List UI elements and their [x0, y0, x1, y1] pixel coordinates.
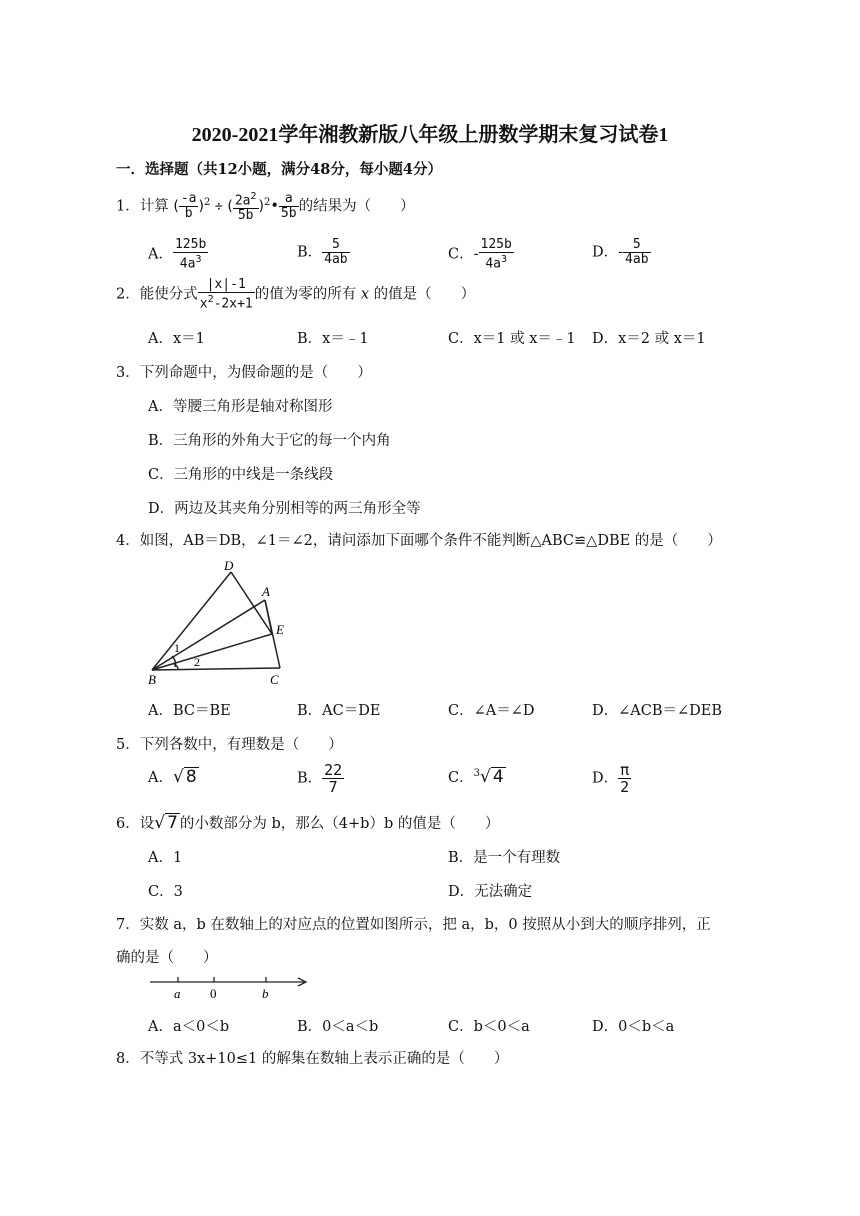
- question-8: 8．不等式 3x+10≤1 的解集在数轴上表示正确的是（ ）: [116, 1051, 509, 1067]
- question-text: 的值为零的所有: [254, 286, 357, 303]
- option-b: B．x＝﹣1: [297, 331, 369, 347]
- option-b: [297, 762, 344, 795]
- option-d: D．∠ACB＝∠DEB: [592, 703, 723, 719]
- question-text: 的结果为（ ）: [298, 198, 415, 215]
- option-label: D．: [592, 770, 619, 787]
- option-d: [592, 238, 651, 267]
- label-d: D: [224, 558, 234, 573]
- option-d: D．x＝2 或 x＝1: [592, 331, 706, 347]
- denominator: -2x+1: [213, 296, 253, 312]
- triangle-figure: [144, 556, 294, 690]
- question-number: 2．: [116, 286, 140, 303]
- page-title: 2020-2021学年湘教新版八年级上册数学期末复习试卷1: [191, 124, 669, 146]
- question-number: 4．: [116, 533, 140, 549]
- fraction: [179, 192, 199, 221]
- question-7-line-1: 7．实数 a，b 在数轴上的对应点的位置如图所示，把 a，b，0 按照从小到大的顺序排列，正: [116, 917, 711, 933]
- radicand: 4: [492, 767, 504, 787]
- question-text: 下列各数中，有理数是（ ）: [139, 737, 343, 753]
- option-c: C．3: [148, 884, 183, 900]
- option-d: D．两边及其夹角分别相等的两三角形全等: [148, 501, 421, 517]
- numerator: 5: [623, 238, 650, 253]
- question-5: [116, 733, 343, 754]
- question-number: 3．: [116, 365, 140, 381]
- option-c: C．∠A＝∠D: [448, 703, 535, 719]
- numerator: π: [620, 761, 630, 779]
- fraction: [198, 278, 255, 311]
- angle-2-label: 2: [194, 655, 200, 669]
- section-heading: 一．选择题（共12小题，满分48分，每小题4分）: [116, 161, 442, 178]
- minus-sign: -: [618, 244, 624, 261]
- option-b: B．0＜a＜b: [297, 1019, 379, 1035]
- question-text: 如图，AB＝DB，∠1＝∠2，请问添加下面哪个条件不能判断△ABC≌△DBE 的是（ ）: [139, 533, 722, 549]
- label-a: A: [262, 584, 270, 599]
- origin-label: 0: [210, 986, 217, 1001]
- option-d: D．0＜b＜a: [592, 1019, 675, 1035]
- label-b: B: [148, 672, 156, 687]
- option-a: A．1: [148, 850, 183, 866]
- question-text: 计算: [139, 198, 169, 215]
- question-text: 的小数部分为 b，那么（4+b）b 的值是（ ）: [179, 816, 500, 832]
- option-b: B．三角形的外角大于它的每一个内角: [148, 433, 391, 449]
- question-text: 的值是（ ）: [373, 286, 476, 303]
- numerator: 125b: [174, 237, 207, 252]
- denominator: 5b: [280, 206, 297, 222]
- option-c: C．三角形的中线是一条线段: [148, 467, 334, 483]
- radical-sign: √: [479, 767, 491, 787]
- label-e: E: [276, 622, 284, 637]
- question-number: 1．: [116, 198, 140, 215]
- divide-sign: ÷: [214, 199, 223, 215]
- option-a: A．x＝1: [148, 331, 205, 347]
- option-a: A．a＜0＜b: [148, 1019, 230, 1035]
- multiply-dot: •: [270, 198, 279, 215]
- fraction: [279, 192, 299, 221]
- number-line: [148, 972, 313, 1002]
- numerator: |x|-1: [198, 278, 255, 293]
- option-c: [448, 766, 506, 787]
- option-label: A．: [148, 770, 173, 786]
- option-label: C．: [448, 246, 474, 263]
- option-c: [448, 238, 514, 271]
- option-label: B．: [297, 770, 323, 787]
- minus-sign: -: [473, 246, 479, 263]
- radicand: 8: [185, 767, 197, 787]
- option-label: C．: [448, 770, 474, 786]
- question-text: 下列命题中，为假命题的是（ ）: [139, 365, 372, 381]
- exponent: 2: [263, 196, 271, 208]
- denominator: 4ab: [625, 252, 649, 267]
- fraction: [233, 190, 259, 223]
- question-text: 设: [139, 816, 155, 832]
- option-label: A．: [148, 246, 173, 263]
- question-4: [116, 529, 722, 550]
- option-c: C．x＝1 或 x＝﹣1: [448, 331, 576, 347]
- option-label: B．: [297, 244, 323, 261]
- option-b: [297, 238, 350, 267]
- denominator: 5b: [237, 208, 254, 224]
- denominator: 4a: [485, 256, 501, 272]
- option-a: [148, 766, 199, 787]
- question-2: [116, 278, 475, 311]
- denominator: x: [199, 296, 208, 312]
- numerator: -a: [180, 191, 197, 207]
- numerator: a: [279, 192, 299, 207]
- option-b: B．AC＝DE: [297, 703, 381, 719]
- exponent: 2: [203, 196, 211, 208]
- question-number: 6．: [116, 816, 140, 832]
- numerator: 2a: [234, 193, 251, 209]
- question-6: [116, 812, 499, 833]
- option-c: C．b＜0＜a: [448, 1019, 530, 1035]
- option-a: [148, 238, 208, 271]
- numerator: 125b: [480, 237, 512, 252]
- radical-sign: √: [172, 767, 184, 787]
- angle-1-label: 1: [174, 641, 180, 655]
- option-d: D．无法确定: [448, 884, 533, 900]
- option-d: [592, 762, 631, 795]
- exponent: 2: [207, 294, 214, 305]
- option-a: A．等腰三角形是轴对称图形: [148, 399, 333, 415]
- exponent: 3: [500, 254, 508, 265]
- question-1: 1．计算 ( $\frac{-a}{b}$ )$^2$ ÷ ( $\frac{2a^2}{5b}$ )$^2$• $\frac{a}{5b}$ 的结果为（ ）: [116, 191, 415, 224]
- numerator: 22: [324, 761, 343, 779]
- numerator: 5: [322, 238, 349, 253]
- denominator: 4ab: [324, 252, 348, 267]
- denominator: 2: [620, 778, 630, 796]
- exponent: 2: [250, 191, 257, 202]
- question-3: [116, 361, 372, 382]
- radical-sign: √: [154, 813, 166, 833]
- point-a-label: a: [174, 986, 181, 1001]
- variable: x: [360, 286, 370, 303]
- denominator: 7: [328, 778, 338, 796]
- denominator: b: [184, 206, 193, 222]
- denominator: 4a: [179, 256, 196, 272]
- question-7-line-2: 确的是（ ）: [116, 950, 218, 966]
- point-b-label: b: [262, 986, 269, 1001]
- radicand: 7: [167, 813, 178, 833]
- option-label: D．: [592, 244, 619, 261]
- question-number: 5．: [116, 737, 140, 753]
- root-index: 3: [473, 768, 480, 780]
- option-a: A．BC＝BE: [148, 703, 231, 719]
- label-c: C: [270, 672, 279, 687]
- question-text: 能使分式: [139, 286, 198, 303]
- exponent: 3: [195, 254, 202, 265]
- option-b: B．是一个有理数: [448, 850, 561, 866]
